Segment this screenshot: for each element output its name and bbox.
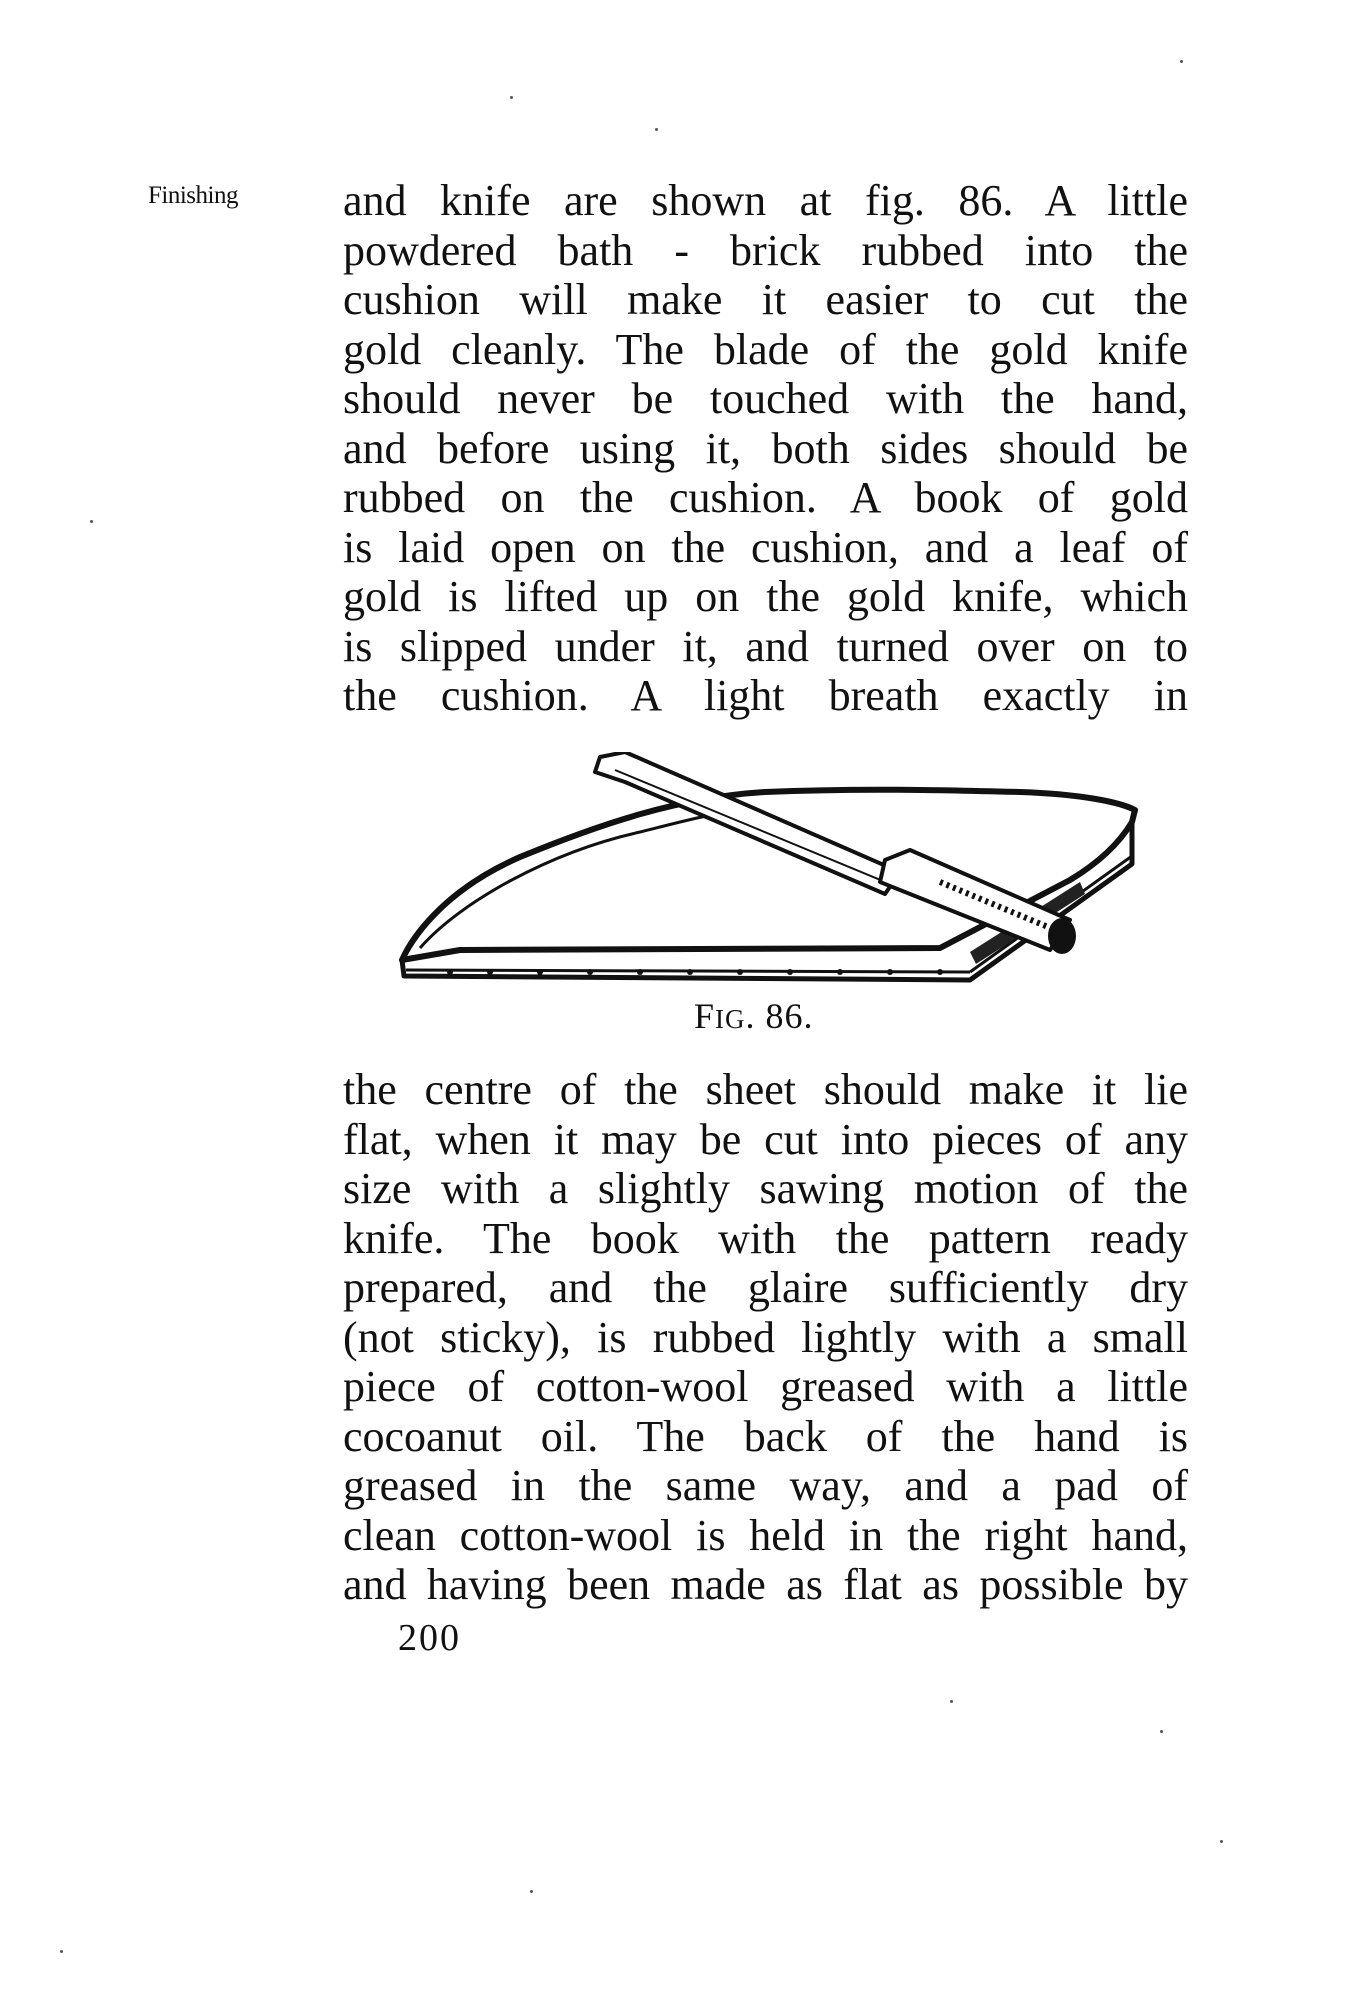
text-line: rubbed on the cushion. A book of gold bbox=[343, 473, 1188, 522]
text-line: cocoanut oil. The back of the hand is bbox=[343, 1411, 1188, 1461]
text-line: (not sticky), is rubbed lightly with a small bbox=[343, 1312, 1188, 1362]
text-line: is slipped under it, and turned over on to bbox=[343, 621, 1188, 671]
paper-speck bbox=[655, 128, 658, 131]
text-line: cushion will make it easier to cut the bbox=[343, 275, 1188, 324]
paragraph-top bbox=[343, 176, 1188, 721]
figure-caption bbox=[694, 995, 814, 1037]
paper-speck bbox=[1180, 60, 1183, 63]
text-line: the centre of the sheet should make it lie bbox=[343, 1065, 1188, 1114]
knife-handle-end bbox=[1048, 918, 1076, 954]
text-line: the cushion. A light breath exactly in bbox=[343, 671, 1188, 720]
text-line: piece of cotton-wool greased with a little bbox=[343, 1362, 1188, 1411]
text-line: clean cotton-wool is held in the right hand, bbox=[343, 1510, 1188, 1560]
text-line: should never be touched with the hand, bbox=[343, 374, 1188, 423]
paper-speck bbox=[510, 96, 513, 99]
text-line: and knife are shown at fig. 86. A little bbox=[343, 176, 1188, 225]
text-line: greased in the same way, and a pad of bbox=[343, 1461, 1188, 1510]
paper-speck bbox=[950, 1700, 953, 1703]
page-number: 200 bbox=[398, 1617, 461, 1659]
paper-speck bbox=[1220, 1840, 1223, 1843]
paragraph-bottom bbox=[343, 1065, 1188, 1610]
text-line: knife. The book with the pattern ready bbox=[343, 1213, 1188, 1263]
gold-cushion-illustration bbox=[380, 752, 1150, 988]
caption-smallcaps: IG bbox=[715, 1004, 746, 1034]
text-line: gold cleanly. The blade of the gold knife bbox=[343, 324, 1188, 374]
text-line: and before using it, both sides should be bbox=[343, 423, 1188, 473]
paper-speck bbox=[1160, 1730, 1163, 1733]
text-line: flat, when it may be cut into pieces of any bbox=[343, 1114, 1188, 1164]
text-line: and having been made as flat as possible by bbox=[343, 1560, 1188, 1609]
text-line: powdered bath - brick rubbed into the bbox=[343, 225, 1188, 275]
margin-heading: Finishing bbox=[148, 182, 238, 209]
paper-speck bbox=[530, 1890, 533, 1893]
text-line: size with a slightly sawing motion of the bbox=[343, 1164, 1188, 1213]
text-line: prepared, and the glaire sufficiently dry bbox=[343, 1263, 1188, 1312]
text-line: is laid open on the cushion, and a leaf of bbox=[343, 522, 1188, 572]
paper-speck bbox=[90, 520, 93, 523]
caption-number: . 86. bbox=[745, 996, 814, 1036]
caption-prefix: F bbox=[694, 996, 716, 1036]
paper-speck bbox=[60, 1950, 63, 1953]
text-line: gold is lifted up on the gold knife, which bbox=[343, 572, 1188, 621]
